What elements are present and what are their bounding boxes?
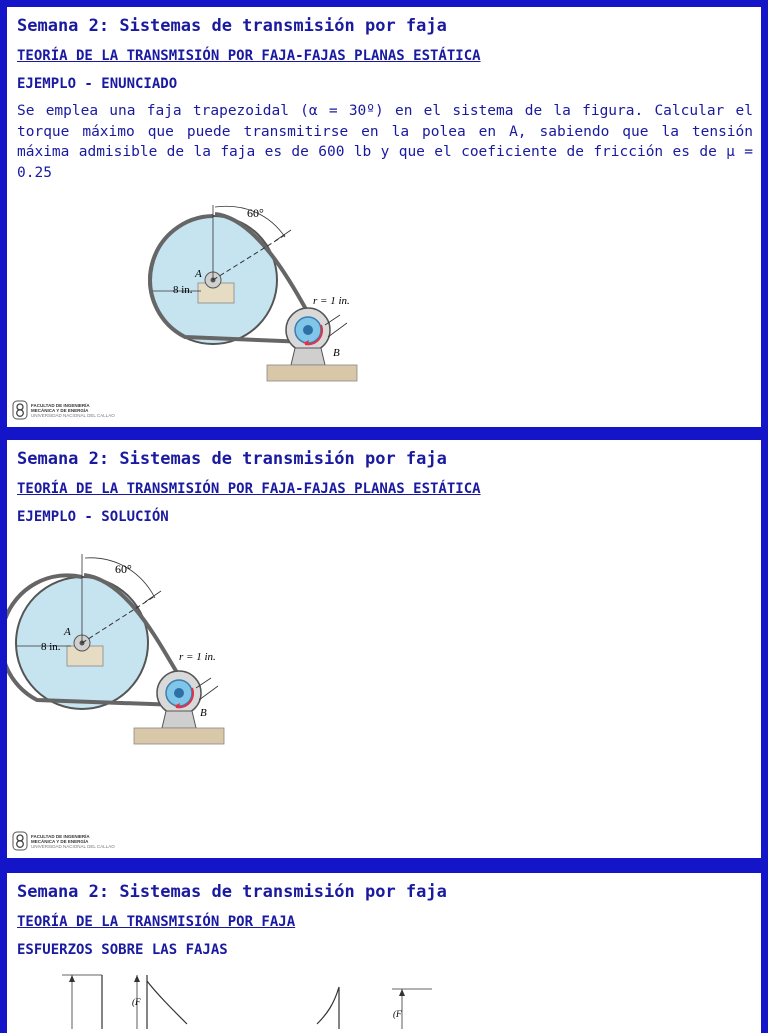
logo-line-2: MECÁNICA Y DE ENERGÍA (31, 838, 89, 844)
logo-line-1: FACULTAD DE INGENIERÍA (31, 833, 90, 839)
slide-1 (7, 7, 761, 427)
faculty-logo-icon (12, 400, 28, 420)
faculty-logo (12, 831, 115, 851)
label-a: A (195, 268, 202, 280)
label-a: A (64, 626, 71, 638)
slide-title: Semana 2: Sistemas de transmisión por faja (17, 882, 447, 902)
slide-subtitle: TEORÍA DE LA TRANSMISIÓN POR FAJA (17, 914, 296, 930)
stress-label-1: (F (132, 997, 141, 1007)
slide-heading: EJEMPLO - ENUNCIADO (17, 76, 178, 92)
slide-subtitle: TEORÍA DE LA TRANSMISIÓN POR FAJA-FAJAS PLANAS ESTÁTICA (17, 481, 481, 497)
slide-title: Semana 2: Sistemas de transmisión por faja (17, 449, 447, 469)
logo-line-3: UNIVERSIDAD NACIONAL DEL CALLAO (31, 412, 115, 418)
slide-3 (7, 873, 761, 1033)
faculty-logo (12, 400, 115, 420)
radius-small-label: r = 1 in. (313, 295, 350, 307)
angle-label: 60° (115, 562, 132, 576)
slide-heading: EJEMPLO - SOLUCIÓN (17, 509, 169, 525)
logo-line-3: UNIVERSIDAD NACIONAL DEL CALLAO (31, 843, 115, 849)
belt-stress-figure (47, 969, 447, 1029)
angle-label: 60° (247, 206, 264, 220)
slide-heading: ESFUERZOS SOBRE LAS FAJAS (17, 942, 228, 958)
radius-large-label: 8 in. (41, 641, 61, 653)
faculty-logo-icon (12, 831, 28, 851)
belt-pulley-figure-solution (7, 548, 247, 748)
label-b: B (333, 347, 340, 359)
problem-statement: Se emplea una faja trapezoidal (α = 30º) en el sistema de la figura. Calcular el torque máximo que puede transmitirse en la polea en A, sabiendo que la tensión máxima admisible de la faja es de 600 lb y que el coeficiente de fricción es de μ = 0.25 (17, 103, 753, 181)
logo-line-2: MECÁNICA Y DE ENERGÍA (31, 407, 89, 413)
radius-small-label: r = 1 in. (179, 651, 216, 663)
stress-label-2: (F (393, 1009, 402, 1019)
label-b: B (200, 707, 207, 719)
logo-line-1: FACULTAD DE INGENIERÍA (31, 402, 90, 408)
slide-subtitle: TEORÍA DE LA TRANSMISIÓN POR FAJA-FAJAS PLANAS ESTÁTICA (17, 48, 481, 64)
slide-title: Semana 2: Sistemas de transmisión por faja (17, 16, 447, 36)
slide-2 (7, 440, 761, 858)
belt-pulley-figure (135, 185, 375, 390)
radius-large-label: 8 in. (173, 284, 193, 296)
